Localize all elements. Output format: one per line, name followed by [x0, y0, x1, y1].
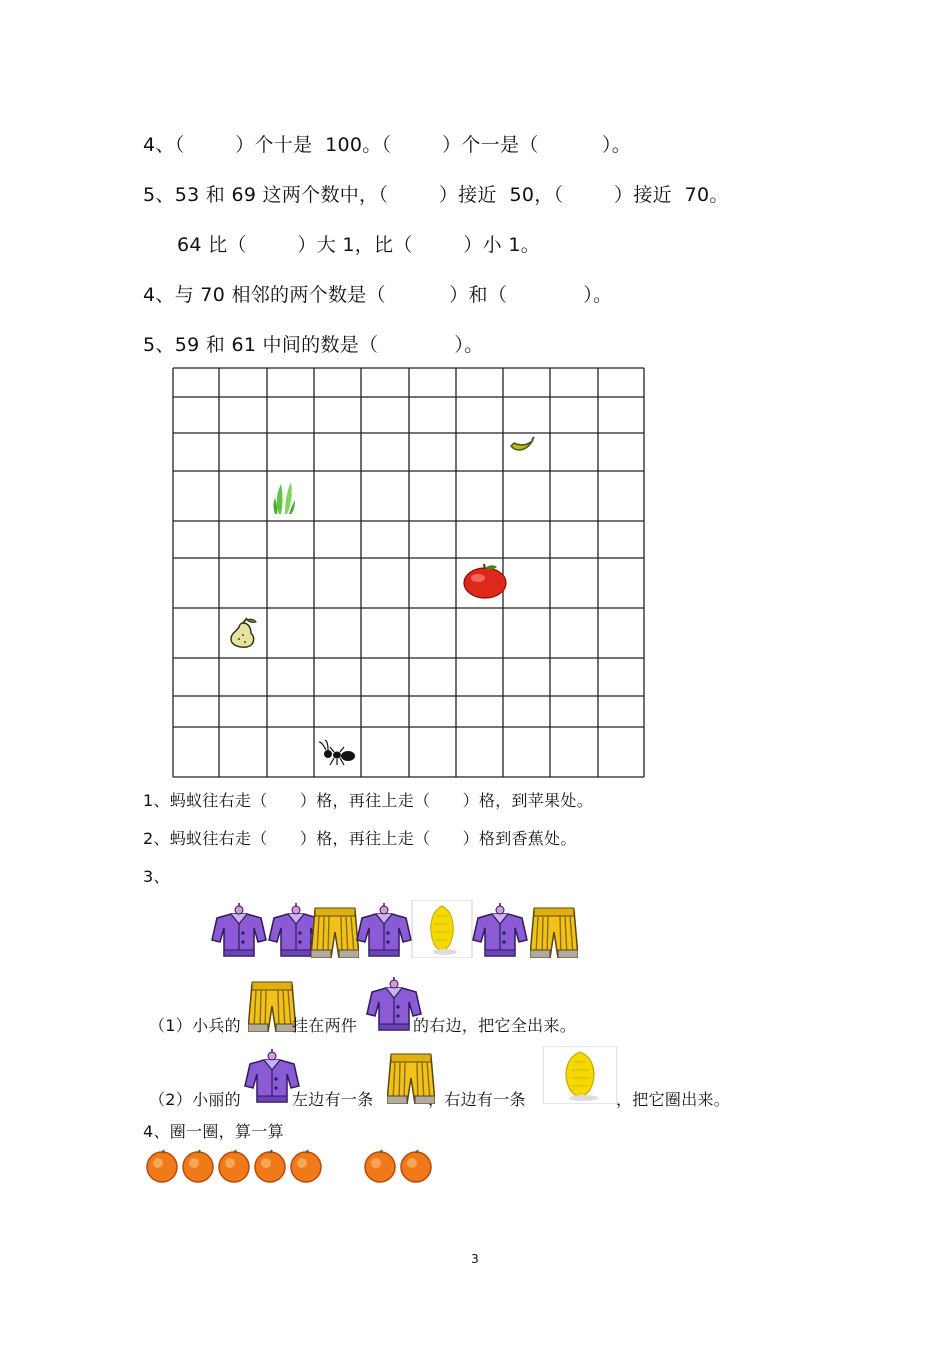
orange-icon: [363, 1149, 399, 1185]
q3-2-part4: ，把它圈出来。: [616, 1090, 731, 1109]
orange-icon: [145, 1149, 181, 1185]
corn-icon: [411, 900, 473, 958]
shirt-icon: [211, 900, 267, 958]
q3-2-part1: （2）小丽的: [149, 1090, 241, 1109]
shirt-icon: [356, 900, 412, 958]
corn-icon: [543, 1046, 617, 1104]
position-grid: [172, 367, 646, 779]
q3-2-part3: ，右边有一条: [428, 1090, 526, 1109]
question-tens: 4、（ ）个十是 100。（ ）个一是（ ）。: [143, 134, 632, 156]
pear-icon: [225, 617, 259, 649]
question-neighbors-70: 4、与 70 相邻的两个数是（ ）和（ ）。: [143, 284, 613, 306]
question-64: 64 比（ ）大 1，比（ ）小 1。: [177, 234, 541, 256]
orange-icon: [217, 1149, 253, 1185]
question-between: 5、59 和 61 中间的数是（ ）。: [143, 334, 484, 356]
q3-1-part3: 的右边，把它全出来。: [413, 1016, 577, 1035]
ant-icon: [318, 738, 358, 766]
apple-icon: [462, 562, 508, 600]
shorts-icon: [311, 904, 359, 958]
question-closer: 5、53 和 69 这两个数中，（ ）接近 50，（ ）接近 70。: [143, 184, 729, 206]
page-number: 3: [471, 1252, 479, 1266]
grid-question-apple: 1、蚂蚁往右走（ ）格，再往上走（ ）格，到苹果处。: [143, 791, 594, 810]
question-4-circle-title: 4、圈一圈，算一算: [143, 1122, 284, 1141]
banana-icon: [508, 434, 536, 456]
q3-1-part2: 挂在两件: [292, 1016, 358, 1035]
orange-icon: [181, 1149, 217, 1185]
leaf-icon: [271, 478, 297, 516]
shirt-icon: [472, 900, 528, 958]
orange-icon: [399, 1149, 435, 1185]
question-3-label: 3、: [143, 867, 170, 886]
shorts-icon: [248, 978, 296, 1032]
q3-1-part1: （1）小兵的: [149, 1016, 241, 1035]
orange-icon: [253, 1149, 289, 1185]
orange-icon: [289, 1149, 325, 1185]
shorts-icon: [530, 904, 578, 958]
q3-2-part2: 左边有一条: [292, 1090, 374, 1109]
grid-question-banana: 2、蚂蚁往右走（ ）格，再往上走（ ）格到香蕉处。: [143, 829, 577, 848]
